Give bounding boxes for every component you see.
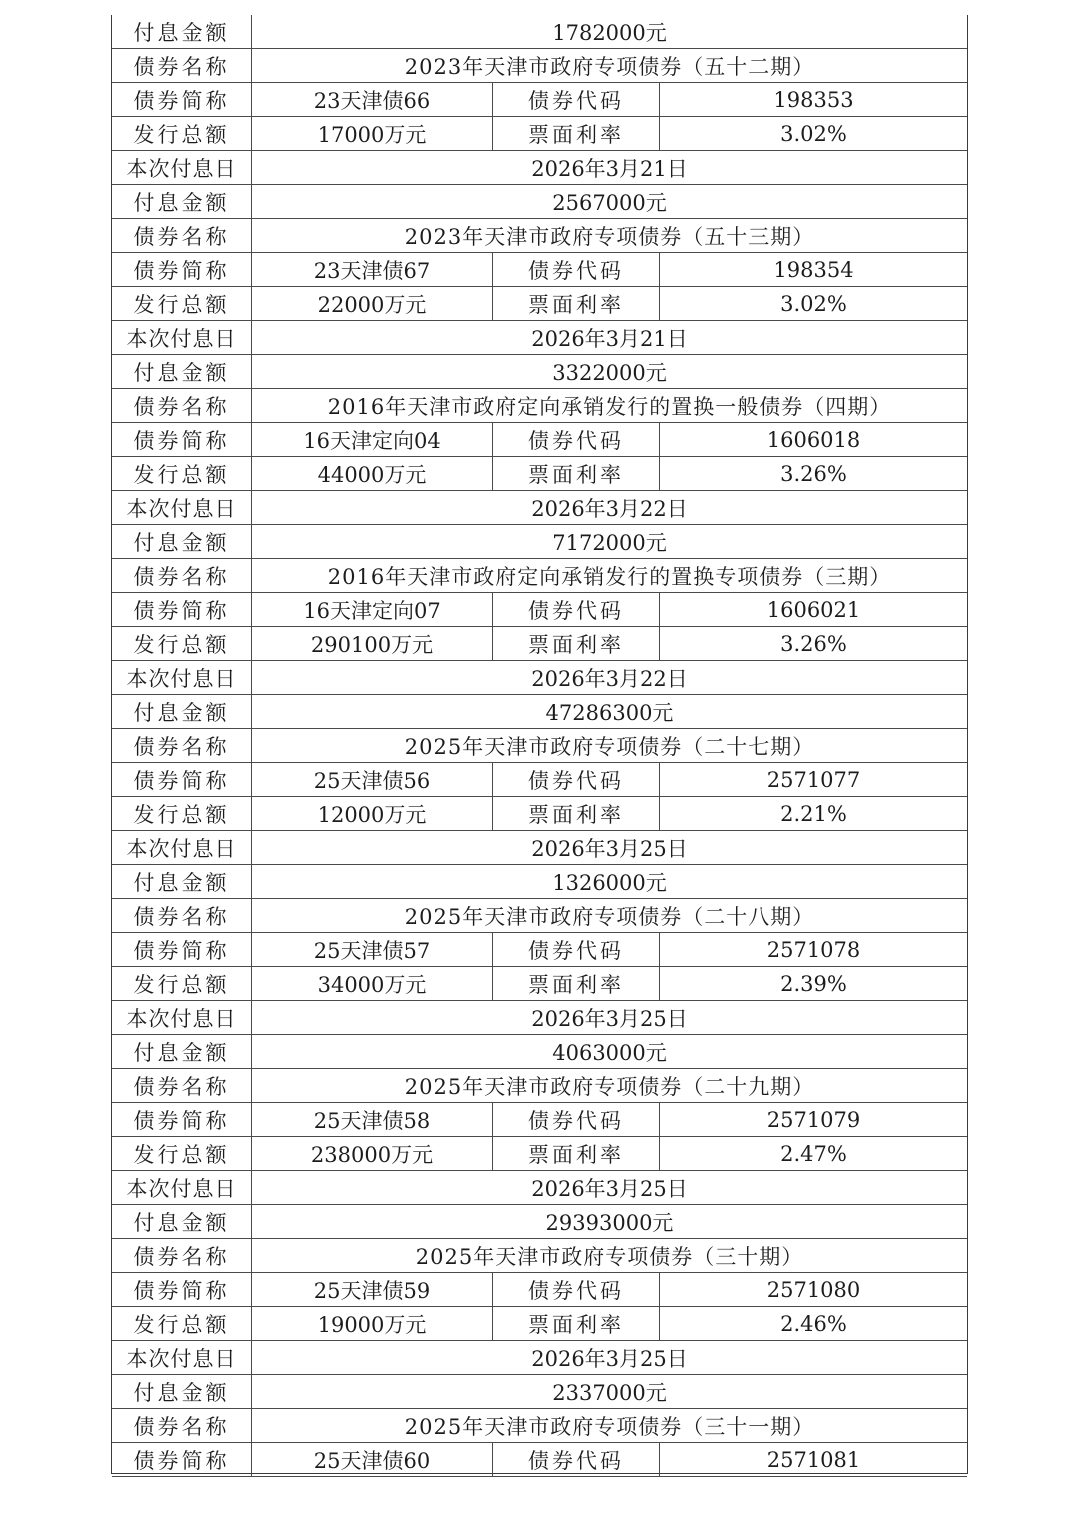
interest-date-value: 2026年3月22日 [531, 666, 688, 691]
bond-name-value: 2025年天津市政府专项债券（二十九期） [404, 1074, 815, 1099]
table-row [112, 1035, 967, 1069]
table-row [112, 1239, 967, 1273]
bond-short-name-value: 23天津债66 [252, 83, 493, 116]
bond-short-name-value: 25天津债56 [252, 763, 493, 796]
interest-date-label: 本次付息日 [112, 1171, 252, 1204]
bond-name-label: 债券名称 [112, 1239, 252, 1272]
interest-amount-label: 付息金额 [112, 15, 252, 48]
bond-code-value: 1606021 [766, 597, 861, 622]
table-row [112, 593, 967, 627]
bond-code-label: 债券代码 [493, 423, 660, 456]
bond-name-label: 债券名称 [112, 219, 252, 252]
bond-code-label: 债券代码 [493, 1273, 660, 1306]
issue-total-value: 12000万元 [252, 797, 493, 830]
bond-code-label: 债券代码 [493, 1443, 660, 1476]
table-row [112, 661, 967, 695]
table-row [112, 1137, 967, 1171]
bond-short-name-label: 债券简称 [112, 83, 252, 116]
table-row [112, 763, 967, 797]
bond-short-name-label: 债券简称 [112, 593, 252, 626]
bond-name-label: 债券名称 [112, 559, 252, 592]
bond-code-label: 债券代码 [493, 83, 660, 116]
issue-total-label: 发行总额 [112, 287, 252, 320]
bond-short-name-label: 债券简称 [112, 1443, 252, 1476]
table-row [112, 1375, 967, 1409]
table-row [112, 117, 967, 151]
table-row [112, 1273, 967, 1307]
interest-date-label: 本次付息日 [112, 491, 252, 524]
interest-date-label: 本次付息日 [112, 151, 252, 184]
table-row [112, 253, 967, 287]
bond-code-value: 2571079 [766, 1107, 861, 1132]
coupon-rate-label: 票面利率 [493, 1137, 660, 1170]
coupon-rate-label: 票面利率 [493, 1307, 660, 1340]
bond-name-value: 2016年天津市政府定向承销发行的置换一般债券（四期） [327, 394, 892, 419]
table-row [112, 1069, 967, 1103]
table-row [112, 49, 967, 83]
interest-amount-value: 2337000元 [552, 1380, 667, 1405]
bond-code-label: 债券代码 [493, 763, 660, 796]
interest-amount-value: 1782000元 [552, 20, 667, 45]
table-row [112, 933, 967, 967]
bond-short-name-value: 25天津债60 [252, 1443, 493, 1476]
table-row [112, 831, 967, 865]
interest-amount-label: 付息金额 [112, 1375, 252, 1408]
issue-total-label: 发行总额 [112, 1137, 252, 1170]
table-row [112, 967, 967, 1001]
bond-code-label: 债券代码 [493, 933, 660, 966]
bond-name-label: 债券名称 [112, 389, 252, 422]
table-row [112, 559, 967, 593]
table-row [112, 1103, 967, 1137]
bond-name-label: 债券名称 [112, 1409, 252, 1442]
issue-total-value: 238000万元 [252, 1137, 493, 1170]
interest-date-value: 2026年3月22日 [531, 496, 688, 521]
table-row [112, 151, 967, 185]
bond-name-value: 2016年天津市政府定向承销发行的置换专项债券（三期） [327, 564, 892, 589]
bond-name-label: 债券名称 [112, 729, 252, 762]
table-row [112, 389, 967, 423]
bond-code-value: 2571080 [766, 1277, 861, 1302]
table-row [112, 729, 967, 763]
interest-amount-value: 29393000元 [545, 1210, 674, 1235]
table-row [112, 1341, 967, 1375]
bond-short-name-label: 债券简称 [112, 1103, 252, 1136]
table-row [112, 185, 967, 219]
bond-short-name-label: 债券简称 [112, 1273, 252, 1306]
interest-date-value: 2026年3月21日 [531, 326, 688, 351]
table-row [112, 287, 967, 321]
bond-name-label: 债券名称 [112, 899, 252, 932]
bond-name-label: 债券名称 [112, 49, 252, 82]
table-row [112, 1171, 967, 1205]
bond-code-value: 2571077 [766, 767, 861, 792]
table-row [112, 457, 967, 491]
table-row [112, 797, 967, 831]
interest-amount-label: 付息金额 [112, 1035, 252, 1068]
issue-total-value: 290100万元 [252, 627, 493, 660]
issue-total-value: 34000万元 [252, 967, 493, 1000]
coupon-rate-value: 3.02% [780, 291, 847, 316]
interest-date-label: 本次付息日 [112, 1341, 252, 1374]
interest-date-value: 2026年3月25日 [531, 1006, 688, 1031]
bond-interest-table [111, 15, 968, 1474]
interest-date-label: 本次付息日 [112, 831, 252, 864]
interest-date-label: 本次付息日 [112, 661, 252, 694]
coupon-rate-value: 3.02% [780, 121, 847, 146]
coupon-rate-label: 票面利率 [493, 627, 660, 660]
coupon-rate-label: 票面利率 [493, 287, 660, 320]
bond-short-name-label: 债券简称 [112, 933, 252, 966]
coupon-rate-label: 票面利率 [493, 967, 660, 1000]
issue-total-label: 发行总额 [112, 1307, 252, 1340]
coupon-rate-value: 3.26% [780, 631, 847, 656]
table-row [112, 219, 967, 253]
issue-total-value: 19000万元 [252, 1307, 493, 1340]
bond-name-label: 债券名称 [112, 1069, 252, 1102]
table-row [112, 1443, 967, 1477]
bond-name-value: 2025年天津市政府专项债券（二十八期） [404, 904, 815, 929]
interest-date-label: 本次付息日 [112, 321, 252, 354]
table-row [112, 1307, 967, 1341]
bond-name-value: 2025年天津市政府专项债券（二十七期） [404, 734, 815, 759]
interest-date-value: 2026年3月21日 [531, 156, 688, 181]
table-row [112, 321, 967, 355]
interest-date-value: 2026年3月25日 [531, 1346, 688, 1371]
interest-date-value: 2026年3月25日 [531, 1176, 688, 1201]
table-row [112, 1409, 967, 1443]
issue-total-value: 44000万元 [252, 457, 493, 490]
table-row [112, 695, 967, 729]
table-row [112, 899, 967, 933]
coupon-rate-value: 2.46% [780, 1311, 847, 1336]
issue-total-label: 发行总额 [112, 457, 252, 490]
bond-code-value: 2571078 [766, 937, 861, 962]
bond-short-name-value: 25天津债57 [252, 933, 493, 966]
table-row [112, 865, 967, 899]
issue-total-label: 发行总额 [112, 967, 252, 1000]
table-row [112, 83, 967, 117]
bond-short-name-label: 债券简称 [112, 423, 252, 456]
bond-short-name-value: 25天津债59 [252, 1273, 493, 1306]
interest-amount-value: 1326000元 [552, 870, 667, 895]
coupon-rate-value: 2.21% [780, 801, 847, 826]
interest-amount-value: 3322000元 [552, 360, 667, 385]
issue-total-label: 发行总额 [112, 627, 252, 660]
bond-short-name-label: 债券简称 [112, 763, 252, 796]
interest-amount-label: 付息金额 [112, 1205, 252, 1238]
bond-code-value: 1606018 [766, 427, 861, 452]
bond-code-label: 债券代码 [493, 253, 660, 286]
coupon-rate-label: 票面利率 [493, 797, 660, 830]
interest-amount-label: 付息金额 [112, 865, 252, 898]
table-row [112, 355, 967, 389]
table-row [112, 423, 967, 457]
coupon-rate-value: 2.47% [780, 1141, 847, 1166]
interest-amount-value: 2567000元 [552, 190, 667, 215]
issue-total-label: 发行总额 [112, 117, 252, 150]
bond-name-value: 2025年天津市政府专项债券（三十一期） [404, 1414, 815, 1439]
interest-amount-value: 47286300元 [545, 700, 674, 725]
table-row [112, 491, 967, 525]
table-row [112, 627, 967, 661]
bond-code-value: 2571081 [766, 1447, 861, 1472]
interest-amount-label: 付息金额 [112, 185, 252, 218]
bond-name-value: 2023年天津市政府专项债券（五十三期） [404, 224, 815, 249]
interest-amount-value: 7172000元 [552, 530, 667, 555]
bond-short-name-value: 23天津债67 [252, 253, 493, 286]
bond-name-value: 2025年天津市政府专项债券（三十期） [415, 1244, 804, 1269]
coupon-rate-label: 票面利率 [493, 457, 660, 490]
bond-code-label: 债券代码 [493, 1103, 660, 1136]
coupon-rate-value: 3.26% [780, 461, 847, 486]
issue-total-value: 22000万元 [252, 287, 493, 320]
bond-short-name-value: 16天津定向04 [252, 423, 493, 456]
bond-code-label: 债券代码 [493, 593, 660, 626]
bond-short-name-label: 债券简称 [112, 253, 252, 286]
interest-date-value: 2026年3月25日 [531, 836, 688, 861]
interest-amount-label: 付息金额 [112, 355, 252, 388]
table-row [112, 525, 967, 559]
bond-short-name-value: 16天津定向07 [252, 593, 493, 626]
interest-amount-label: 付息金额 [112, 695, 252, 728]
coupon-rate-value: 2.39% [780, 971, 847, 996]
coupon-rate-label: 票面利率 [493, 117, 660, 150]
interest-date-label: 本次付息日 [112, 1001, 252, 1034]
issue-total-label: 发行总额 [112, 797, 252, 830]
table-row [112, 1001, 967, 1035]
bond-code-value: 198354 [773, 257, 854, 282]
table-row [112, 1205, 967, 1239]
table-row [112, 15, 967, 49]
issue-total-value: 17000万元 [252, 117, 493, 150]
bond-short-name-value: 25天津债58 [252, 1103, 493, 1136]
bond-name-value: 2023年天津市政府专项债券（五十二期） [404, 54, 815, 79]
interest-amount-value: 4063000元 [552, 1040, 667, 1065]
interest-amount-label: 付息金额 [112, 525, 252, 558]
bond-code-value: 198353 [773, 87, 854, 112]
